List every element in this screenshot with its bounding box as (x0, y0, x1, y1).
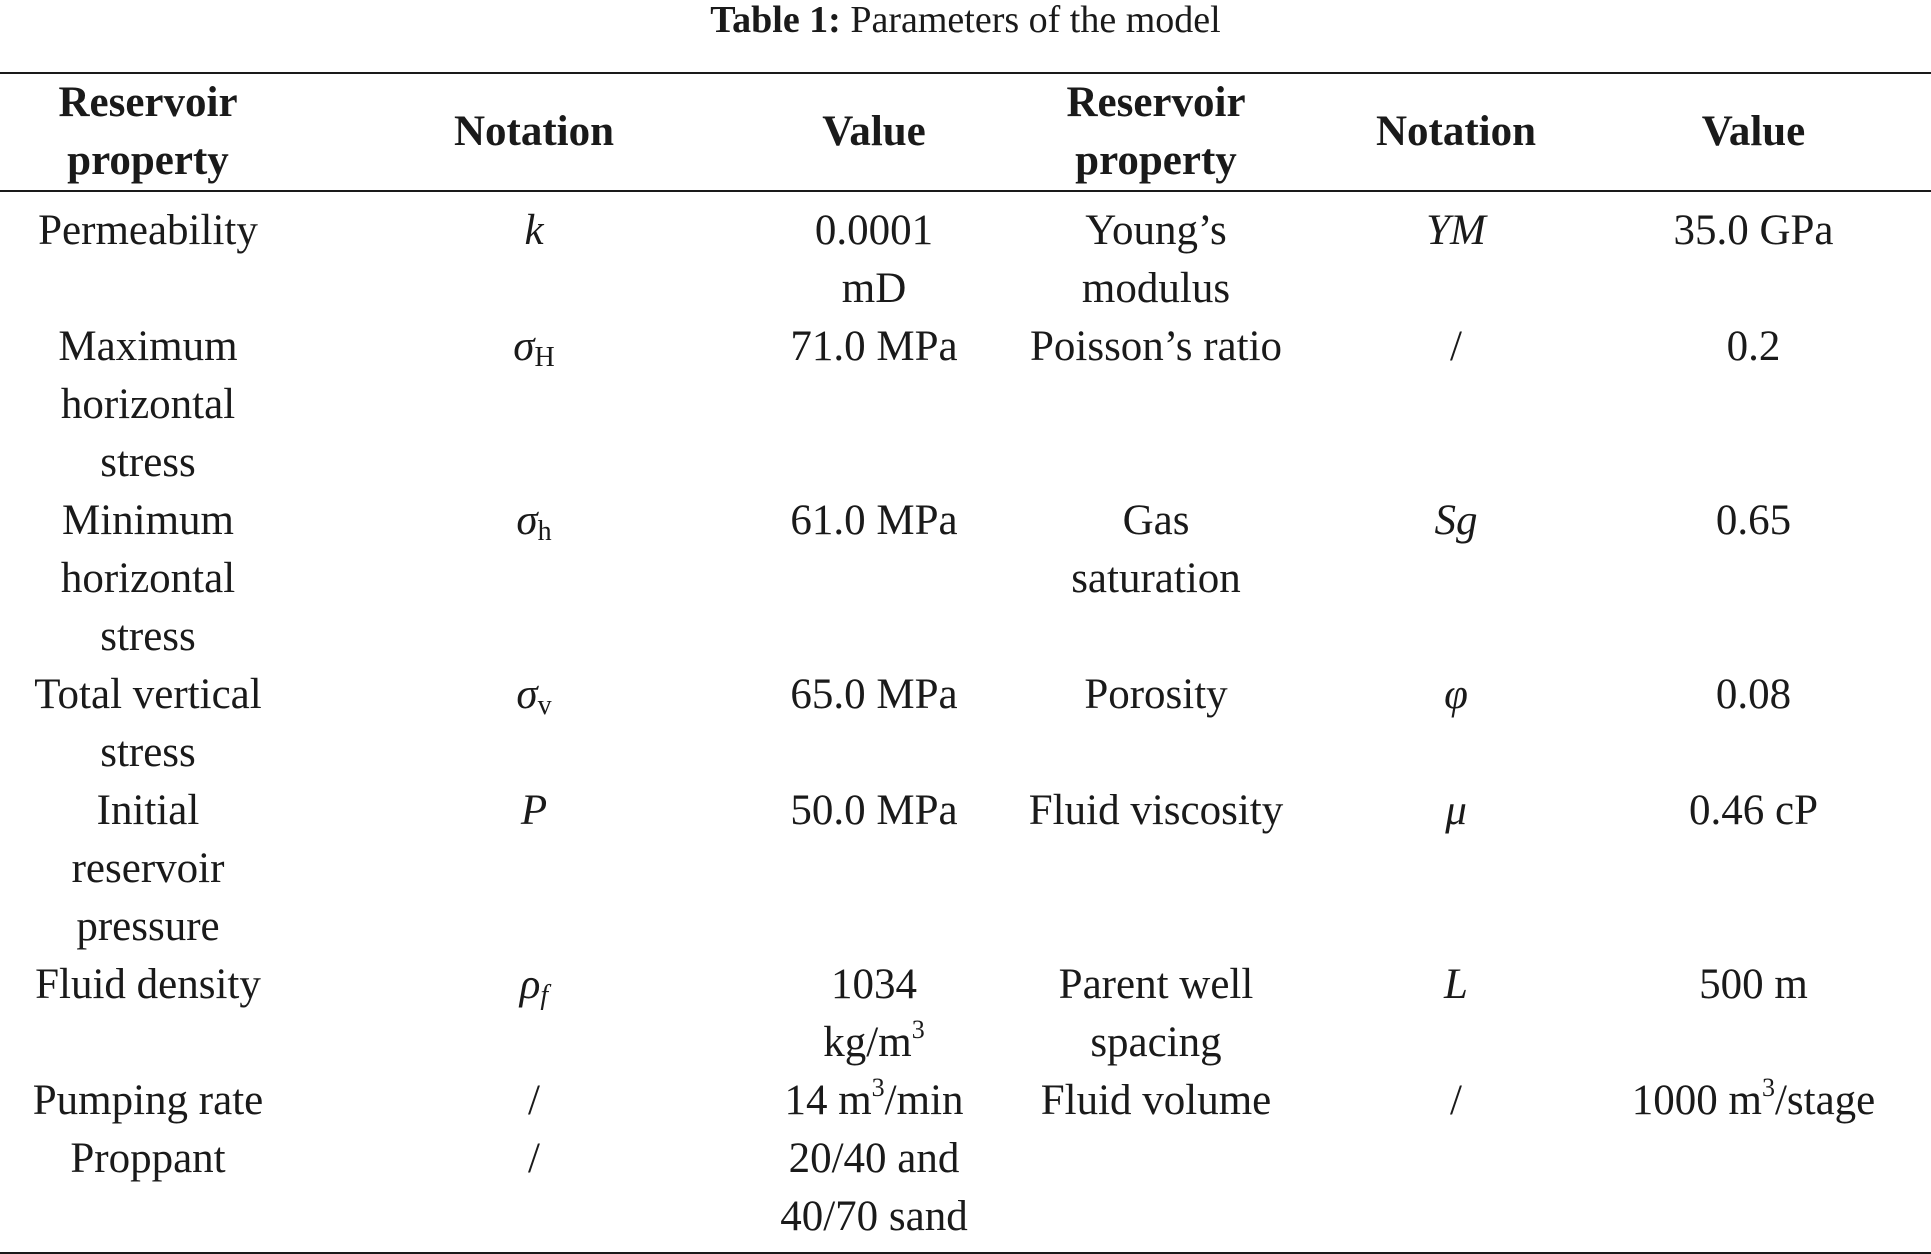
header-value-1: Value (822, 108, 926, 155)
table-row (0, 1072, 1931, 1130)
value-superscript: 3 (911, 1015, 925, 1044)
property-cell (0, 782, 296, 956)
property-text: pressure (76, 903, 220, 950)
property-cell (0, 492, 296, 666)
value-cell (772, 318, 976, 492)
property-text: horizontal (60, 555, 236, 602)
property-cell (0, 1130, 296, 1253)
value-text: 0.0001 mD (814, 207, 934, 312)
header-reservoir-property-2: Reservoir property (1066, 79, 1246, 184)
notation-symbol: ρ (519, 961, 541, 1008)
table-row (0, 492, 1931, 666)
table-caption-label: Table 1: (710, 0, 841, 41)
property-text: Poisson’s ratio (1029, 323, 1283, 370)
notation-cell (296, 1130, 772, 1253)
property-cell (976, 492, 1336, 666)
notation-subscript: H (534, 342, 555, 373)
table-row (0, 666, 1931, 782)
value-text: 0.2 (1726, 323, 1781, 370)
value-text: 0.46 cP (1689, 787, 1818, 834)
property-text: saturation (1071, 555, 1241, 602)
notation-cell (1336, 1130, 1576, 1253)
value-cell (772, 956, 976, 1072)
value-text: 1034 kg/m (823, 961, 917, 1066)
value-cell (772, 492, 976, 666)
table-row (0, 191, 1931, 318)
property-text: Proppant (70, 1135, 226, 1182)
property-cell (976, 1072, 1336, 1130)
property-text: spacing (1090, 1019, 1222, 1066)
value-suffix: /min (884, 1077, 964, 1124)
property-text: Permeability (38, 207, 258, 254)
value-cell (772, 191, 976, 318)
header-value-2: Value (1701, 108, 1806, 155)
property-text: Young’s (1085, 207, 1227, 254)
notation-symbol: Sg (1434, 497, 1478, 544)
notation-symbol: φ (1444, 671, 1468, 718)
property-cell (0, 191, 296, 318)
value-cell (1576, 782, 1931, 956)
notation-symbol: / (528, 1135, 540, 1182)
property-text: stress (100, 439, 196, 486)
value-cell (1576, 1130, 1931, 1253)
value-cell (772, 782, 976, 956)
notation-symbol: / (528, 1077, 540, 1124)
notation-cell (1336, 1072, 1576, 1130)
value-text: 0.65 (1715, 497, 1792, 544)
property-text: Fluid volume (1040, 1077, 1272, 1124)
value-text: 65.0 MPa (790, 671, 958, 718)
value-text: 500 m (1699, 961, 1808, 1008)
property-cell (976, 318, 1336, 492)
value-cell (1576, 492, 1931, 666)
notation-symbol: μ (1445, 787, 1467, 834)
notation-cell (296, 492, 772, 666)
property-text: Fluid density (35, 961, 261, 1008)
header-notation-1: Notation (453, 108, 615, 155)
notation-symbol: k (524, 207, 544, 254)
notation-cell (296, 666, 772, 782)
property-cell (976, 956, 1336, 1072)
table-row (0, 782, 1931, 956)
property-text: Initial (96, 787, 200, 834)
property-text: Maximum (58, 323, 238, 370)
property-cell (976, 191, 1336, 318)
table-caption (0, 0, 1931, 40)
value-text: 71.0 MPa (790, 323, 958, 370)
property-text: Parent well (1058, 961, 1254, 1008)
property-text: Fluid viscosity (1028, 787, 1284, 834)
property-cell (0, 318, 296, 492)
notation-cell (296, 1072, 772, 1130)
notation-symbol: P (520, 787, 548, 834)
value-text: 35.0 GPa (1673, 207, 1834, 254)
value-superscript: 3 (871, 1073, 885, 1102)
notation-cell (296, 956, 772, 1072)
property-text: modulus (1081, 265, 1231, 312)
value-cell (1576, 318, 1931, 492)
notation-symbol: σ (516, 671, 538, 718)
value-text: 61.0 MPa (790, 497, 958, 544)
property-cell (0, 666, 296, 782)
notation-cell (296, 318, 772, 492)
notation-cell (1336, 492, 1576, 666)
value-cell (772, 1130, 976, 1253)
value-text: 40/70 sand (780, 1193, 968, 1240)
notation-symbol: / (1450, 1077, 1462, 1124)
parameters-table (0, 72, 1931, 1254)
notation-symbol: σ (513, 323, 535, 370)
notation-subscript: h (537, 516, 552, 547)
notation-cell (1336, 666, 1576, 782)
value-text: 1000 m (1631, 1077, 1762, 1124)
notation-cell (1336, 782, 1576, 956)
header-reservoir-property-1: Reservoir property (58, 79, 238, 184)
value-text: 50.0 MPa (790, 787, 958, 834)
notation-cell (1336, 956, 1576, 1072)
table-row (0, 1130, 1931, 1253)
property-cell (0, 1072, 296, 1130)
property-cell (976, 666, 1336, 782)
property-cell (976, 782, 1336, 956)
property-cell (0, 956, 296, 1072)
property-text: reservoir (71, 845, 225, 892)
value-suffix: /stage (1774, 1077, 1876, 1124)
property-text: Minimum (61, 497, 235, 544)
notation-symbol: / (1450, 323, 1462, 370)
notation-symbol: L (1444, 961, 1468, 1008)
table-row (0, 318, 1931, 492)
table-header-row (0, 73, 1931, 191)
value-text: 14 m (784, 1077, 872, 1124)
property-text: Total vertical (34, 671, 262, 718)
notation-cell (1336, 318, 1576, 492)
value-cell (1576, 666, 1931, 782)
table-caption-text: Parameters of the model (850, 0, 1221, 41)
value-text: 20/40 and (788, 1135, 960, 1182)
value-cell (772, 1072, 976, 1130)
value-cell (1576, 956, 1931, 1072)
property-text: Pumping rate (32, 1077, 264, 1124)
property-text: Gas (1122, 497, 1190, 544)
notation-subscript: v (537, 690, 552, 721)
value-text: 0.08 (1715, 671, 1792, 718)
property-cell (976, 1130, 1336, 1253)
table-row (0, 956, 1931, 1072)
header-notation-2: Notation (1375, 108, 1537, 155)
notation-subscript: f (540, 980, 549, 1011)
value-cell (772, 666, 976, 782)
value-superscript: 3 (1761, 1073, 1775, 1102)
notation-symbol: σ (516, 497, 538, 544)
notation-cell (296, 191, 772, 318)
property-text: stress (100, 613, 196, 660)
property-text: horizontal (60, 381, 236, 428)
notation-cell (296, 782, 772, 956)
property-text: stress (100, 729, 196, 776)
value-cell (1576, 191, 1931, 318)
value-cell (1576, 1072, 1931, 1130)
property-text: Porosity (1084, 671, 1228, 718)
notation-cell (1336, 191, 1576, 318)
notation-symbol: YM (1426, 207, 1486, 254)
